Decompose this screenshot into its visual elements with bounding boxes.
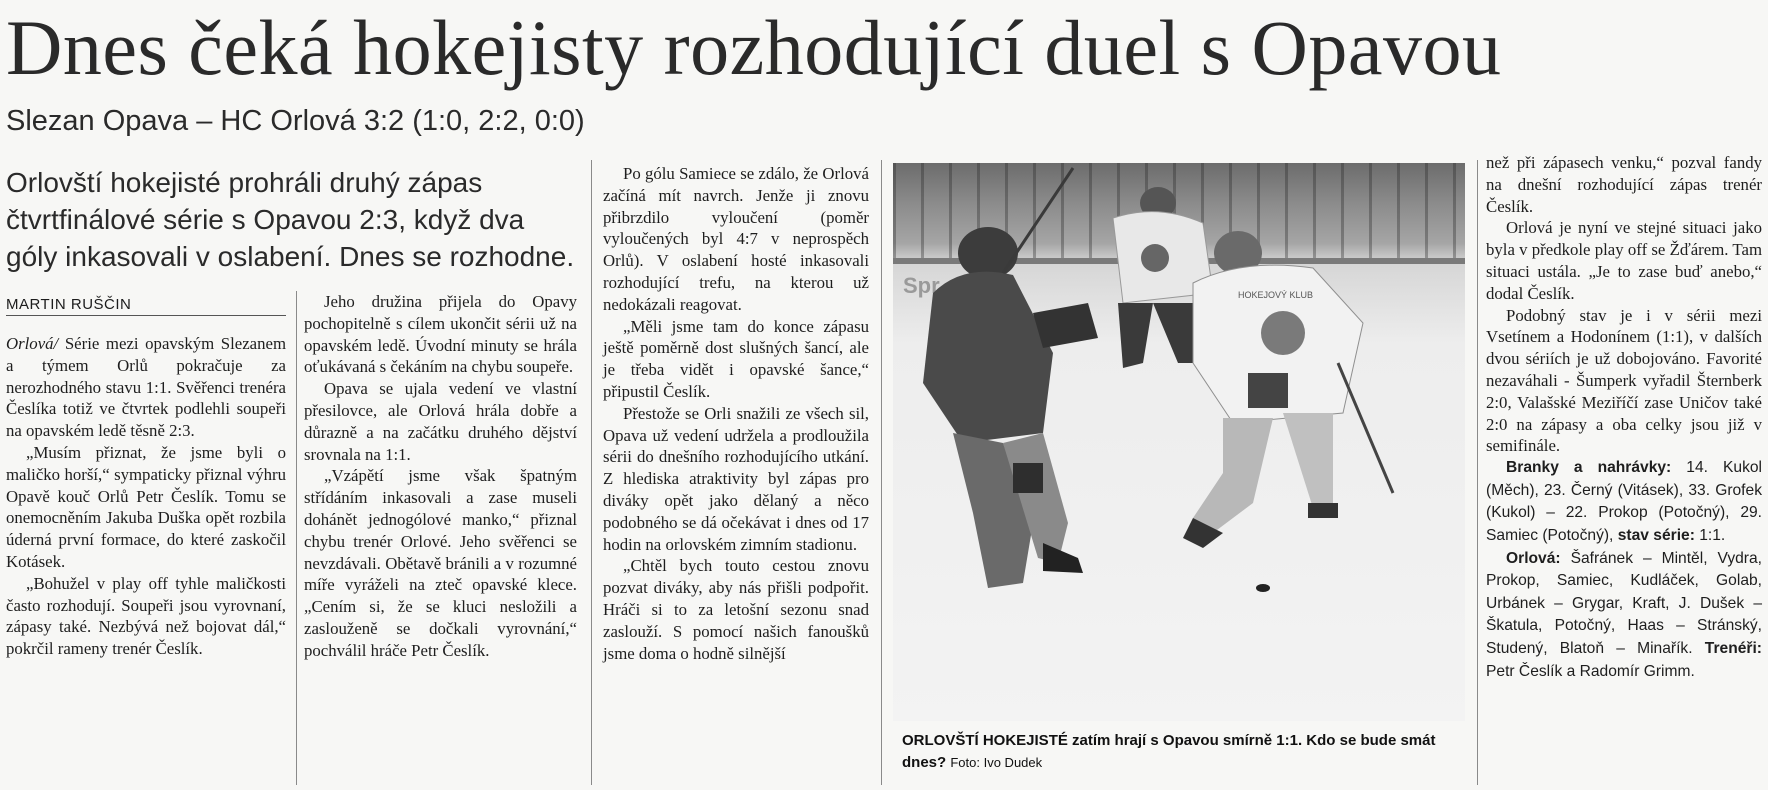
lineup-stats — [1486, 548, 1762, 684]
paragraph: „Měli jsme tam do konce zápasu ještě poměrně dost slušných šancí, ale je třeba vidět i opavské šance,“ připustil Česlík. — [603, 316, 869, 401]
orlova-text: Šafránek – Mintěl, Vydra, Prokop, Samiec, Kudláček, Golab, Urbánek – Grygar, Kraft, J. Dušek – Škatula, Potočný, Haas – Stránský, Studený, Blatoň – Minařík. — [1486, 549, 1762, 657]
players-illustration — [893, 163, 1465, 721]
paragraph: „Bohužel v play off tyhle maličkosti často rozhodují. Soupeři jsou vyrovnaní, zápasy také. Nezbývá než bojovat dál,“ pokrčil rameny trenér Česlík. — [6, 573, 286, 659]
byline: MARTIN RUŠČIN — [6, 296, 286, 316]
column-separator — [591, 160, 592, 785]
goals-text: 14. Kukol (Měch), 23. Černý (Vitásek), 33. Grofek (Kukol) – 22. Prokop (Potočný), 29. Samiec (Potočný), — [1486, 459, 1762, 544]
paragraph: než při zápasech venku,“ pozval fandy na dnešní rozhodující zápas trenér Česlík. — [1486, 153, 1762, 216]
coaches-label: Trenéři: — [1704, 639, 1762, 657]
dateline: Orlová/ — [6, 334, 59, 353]
series-value: 1:1. — [1699, 526, 1726, 544]
column-separator — [1477, 160, 1478, 785]
photo-credit: Foto: Ivo Dudek — [950, 755, 1043, 770]
headline: Dnes čeká hokejisty rozhodující duel s Opavou — [6, 4, 1502, 91]
paragraph: Přestože se Orli snažili ze všech sil, Opava už vedení udržela a prodloužila sérii do dnešního rozhodujícího utkání. Z hlediska atraktivity byl zápas pro diváky opět jako dělaný a něco podobného se dá očekávat i dnes od 17 hodin na orlovském zimním stadionu. — [603, 403, 869, 554]
text-column-2 — [304, 291, 577, 662]
subheadline: Slezan Opava – HC Orlová 3:2 (1:0, 2:2, 0:0) — [6, 105, 585, 137]
caption-text: zatím hrají s Opavou smírně 1:1. Kdo se bude smát dnes? — [902, 732, 1436, 771]
board-text: Spr — [903, 273, 940, 298]
paragraph: Podobný stav je i v sérii mezi Vsetínem a Hodonínem (1:1), v dalších dvou sériích je už dobojováno. Favorité nezaváhali - Šumperk vyřadil Šternberk 2:0, Valašské Meziříčí zase Uničov také 2:0 na zápasy a oba celky jsou již v semifinále. — [1486, 305, 1762, 456]
player-light-front — [1183, 231, 1393, 548]
photo-caption — [902, 730, 1470, 774]
text-column-1 — [6, 333, 286, 660]
goals-stats — [1486, 457, 1762, 547]
coaches-text: Petr Česlík a Radomír Grimm. — [1486, 662, 1695, 680]
paragraph: Opava se ujala vedení ve vlastní přesilovce, ale Orlová hrála dobře a důrazně a na začátku druhého dějství srovnala na 1:1. — [304, 379, 577, 464]
paragraph: Jeho družina přijela do Opavy pochopitelně s cílem ukončit sérii už na opavském ledě. Úvodní minuty se hrála oťukávaná s čekáním na chybu soupeře. — [304, 292, 577, 377]
lead-paragraph: Orlovští hokejisté prohráli druhý zápas čtvrtfinálové série s Opavou 2:3, když dva góly inkasovali v oslabení. Dnes se rozhodne. — [6, 167, 575, 272]
player-dark — [923, 168, 1098, 588]
paragraph-text: Série mezi opavským Slezanem a týmem Orlů pokračuje za nerozhodného stavu 1:1. Svěřenci trenéra Česlíka totiž ve čtvrtek podlehli soupeři na opavském ledě těsně 2:3. — [6, 334, 286, 441]
column-separator — [296, 291, 297, 785]
puck — [1256, 584, 1270, 592]
orlova-label: Orlová: — [1506, 549, 1561, 567]
caption-bold: ORLOVŠTÍ HOKEJISTÉ — [902, 732, 1068, 749]
text-column-4 — [1486, 152, 1762, 683]
paragraph: „Musím přiznat, že jsme byli o maličko horší,“ sympaticky přiznal výhru Opavě kouč Orlů Petr Česlík. Tomu se onemocněním Jakuba Duška opět rozbila úderná první formace, do které zaskočil Kotásek. — [6, 442, 286, 571]
paragraph: Po gólu Samiece se zdálo, že Orlová začíná mít navrch. Jenže ji znovu přibrzdilo vyloučení (poměr vyloučených byl 4:7 v neprospěch Orlů). V oslabení hosté inkasovali rozhodující trefu, na kterou už nedokázali reagovat. — [603, 164, 869, 314]
paragraph: Orlová je nyní ve stejné situaci jako byla v předkole play off se Žďárem. Tam situaci ustála. „Je to zase buď anebo,“ dodal Česlík. — [1486, 218, 1762, 303]
paragraph — [6, 333, 286, 442]
paragraph: „Chtěl bych touto cestou znovu pozvat diváky, aby nás přišli podpořit. Hráči si to za letošní sezonu snad zaslouží. S pomocí našich fanoušků jsme doma o hodně silnější — [603, 556, 869, 663]
text-column-3 — [603, 163, 869, 664]
jersey-text: HOKEJOVÝ KLUB — [1238, 290, 1314, 300]
column-separator — [881, 160, 882, 785]
hockey-photo — [893, 163, 1465, 721]
paragraph: „Vzápětí jsme však špatným střídáním inkasovali a zase museli dohánět jednogólové manko,“ přiznal chybu trenér Orlové. Jeho svěřenci se nevzdávali. Obětavě bránili a v rozumné míře vyráželi na zteč opavské klece. „Cením si, že se kluci nesložili a zaslouženě se dočkali vyrovnání,“ pochválil hráče Petr Česlík. — [304, 466, 577, 660]
goals-label: Branky a nahrávky: — [1506, 459, 1672, 477]
series-label: stav série: — [1617, 526, 1695, 544]
